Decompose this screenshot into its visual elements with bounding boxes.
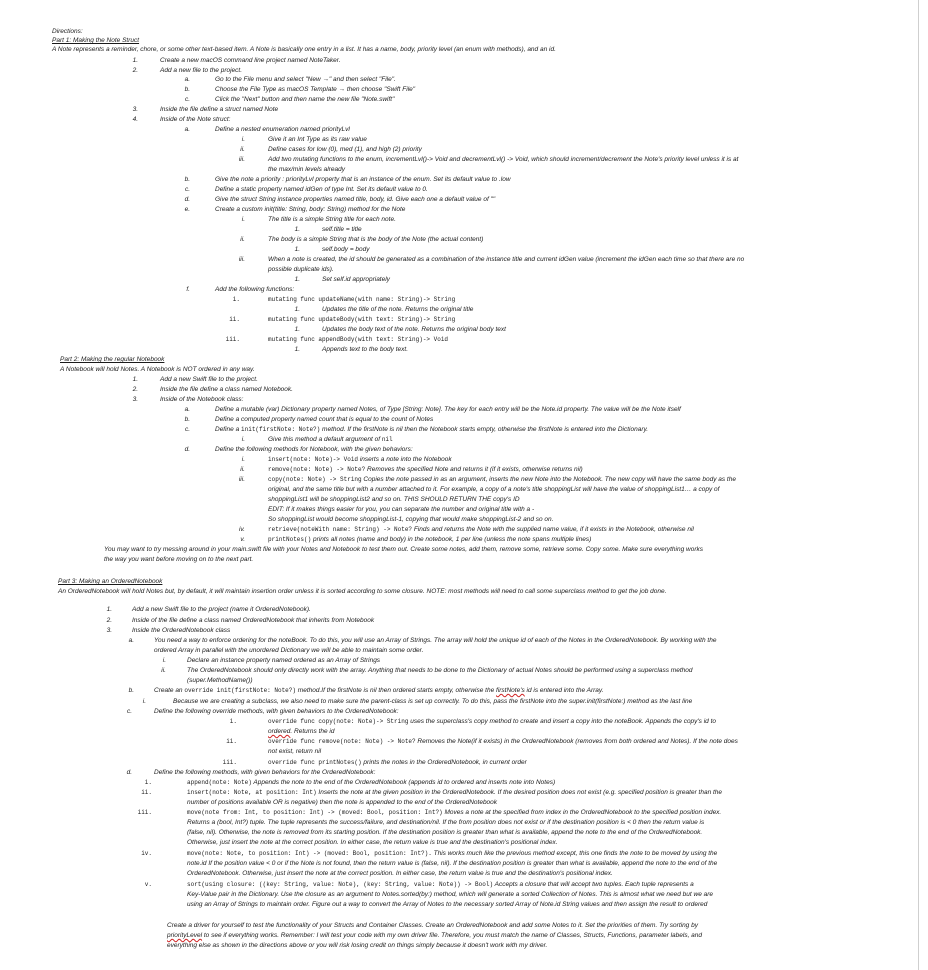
- list-marker: iii.: [222, 759, 237, 766]
- list-marker: iv.: [141, 850, 152, 857]
- paragraph-line: You may want to try messing around in your main.swift file with your Notes and Notebook to test them out. Create some notes, add them, remove some, retrieve some. Copy some. Make sure everything works: [104, 546, 703, 553]
- list-item: copy(note: Note) -> String Copies the note passed in as an argument, inserts the new Note into the Notebook. The new copy will have the same body as the: [268, 476, 736, 483]
- list-marker: iii.: [225, 336, 240, 343]
- list-item: printNotes() prints all notes (name and body) in the notebook, 1 per line (unless the note spans multiple lines): [268, 536, 592, 543]
- list-item: Add a new Swift file to the project (name it OrderedNotebook).: [132, 606, 311, 613]
- list-marker: 1.: [294, 226, 300, 233]
- list-item-continued: note.id If the position value < 0 or if the Note is not found, then the return value is (false, nil). If the destination position is greater than what is available, append the note to the end of the: [187, 860, 718, 867]
- list-item-continued: number of positions available OR is negative) then the note is appended to the end of the OrderedNotebook: [187, 799, 498, 806]
- list-item: Click the "Next" button and then name the new file "Note.swift": [215, 96, 395, 103]
- list-item: Give the struct String instance properties named title, body, id. Give each one a default value of "": [215, 196, 496, 203]
- list-marker: a.: [184, 126, 190, 133]
- list-marker: 1.: [294, 306, 300, 313]
- list-item: The title is a simple String title for each note.: [268, 216, 396, 223]
- list-item: Give it an Int Type as its raw value: [268, 136, 367, 143]
- list-item-continued: EDIT: If it makes things easier for you, you can separate the number and original title with a -: [268, 506, 535, 513]
- list-item-continued: possible duplicate ids).: [268, 266, 334, 273]
- list-marker: c.: [184, 186, 190, 193]
- list-marker: 1.: [132, 57, 138, 64]
- list-marker: b.: [184, 86, 190, 93]
- list-item: Inside of the Note struct:: [160, 116, 231, 123]
- list-marker: 3.: [132, 396, 138, 403]
- list-marker: i.: [162, 657, 166, 664]
- list-marker: a.: [184, 76, 190, 83]
- list-marker: 3.: [132, 106, 138, 113]
- list-marker: ii.: [229, 316, 240, 323]
- list-marker: iv.: [238, 526, 245, 533]
- part1-intro: A Note represents a reminder, chore, or some other text-based item. A Note is basically one entry in a list. It has a name, body, priority level (an enum with methods), and an id.: [52, 46, 556, 53]
- list-marker: b.: [128, 687, 134, 694]
- list-marker: v.: [240, 536, 245, 543]
- list-item: Define the following override methods, with given behaviors to the OrderedNotebook:: [154, 708, 399, 715]
- list-marker: f.: [186, 286, 190, 293]
- list-marker: v.: [144, 881, 152, 888]
- list-item: move(note from: Int, to position: Int) -> (moved: Bool, position: Int?) Moves a note at the specified from index in the OrderedNotebook to the specified position index.: [187, 809, 722, 816]
- list-item: override func remove(note: Note) -> Note? Removes the Note(if it exists) in the OrderedNotebook (removes from both ordered and Notes). If the note does: [268, 738, 738, 745]
- list-marker: ii.: [161, 667, 166, 674]
- list-marker: i.: [241, 136, 245, 143]
- list-marker: c.: [184, 426, 190, 433]
- list-item-continued: Returns a (bool, Int?) tuple. The tuple represents the success/failure, and destination/nil. If the from position does not exist or if the destination position is < 0 then the return value is: [187, 819, 705, 826]
- list-marker: ii.: [240, 466, 245, 473]
- list-marker: e.: [184, 206, 190, 213]
- list-marker: i.: [232, 296, 240, 303]
- list-marker: i.: [144, 779, 152, 786]
- list-item-continued: So shoppingList would become shoppingList-1, copying that would make shoppingList-2 and so on.: [268, 516, 554, 523]
- list-item: Updates the title of the note. Returns the original title: [322, 306, 474, 313]
- list-item: remove(note: Note) -> Note? Removes the specified Note and returns it (if it exists, otherwise returns nil): [268, 466, 583, 473]
- list-item: Define the following methods, with given behaviors for the OrderedNotebook:: [154, 769, 376, 776]
- part1-heading: Part 1: Making the Note Struct: [52, 37, 140, 44]
- list-item: The OrderedNotebook should only directly work with the array. Anything that needs to be done to the Dictionary of actual Notes should be performed using a superclass method: [187, 667, 693, 674]
- list-item-continued: (super.MethodName()): [187, 677, 253, 684]
- list-item: Go to the File menu and select "New →" and then select "File".: [215, 76, 396, 83]
- list-item-continued: shoppingList1 will be shoppingList2 and so on. THIS SHOULD RETURN THE copy's ID: [268, 496, 520, 503]
- part2-heading: Part 2: Making the regular Notebook: [60, 356, 165, 363]
- list-item: Give the note a priority : priorityLvl property that is an instance of the enum. Set its default value to .low: [215, 176, 511, 183]
- closing-paragraph-line: Create a driver for yourself to test the functionality of your Structs and Container Classes. Create an OrderedNotebook and add some Notes to it. Set the priorities of them. Try sorting by: [167, 922, 698, 929]
- list-item: The body is a simple String that is the body of the Note (the actual content): [268, 236, 484, 243]
- list-marker: d.: [184, 196, 190, 203]
- list-marker: ii.: [226, 738, 237, 745]
- list-marker: 1.: [294, 246, 300, 253]
- list-marker: 3.: [106, 627, 112, 634]
- list-marker: ii.: [141, 789, 152, 796]
- list-marker: d.: [126, 769, 132, 776]
- list-marker: c.: [126, 708, 132, 715]
- part3-intro: An OrderedNotebook will hold Notes but, by default, it will maintain insertion order unless it is sorted according to some closure. NOTE: most methods will need to call some superclass method to get the job done.: [58, 588, 667, 595]
- list-item: override func copy(note: Note)-> String uses the superclass's copy method to create and insert a copy into the noteBook. Appends the copy's id to: [268, 718, 717, 725]
- closing-paragraph-line: priorityLevel to see if everything works. Remember: I will test your code with my own driver file. Therefore, you must match the name of Classes, Structs, Functions, parameter labels, and: [167, 932, 703, 939]
- list-item: Define a nested enumeration named priorityLvl: [215, 126, 350, 133]
- list-marker: 2.: [106, 617, 112, 624]
- list-marker: b.: [184, 176, 190, 183]
- part3-heading: Part 3: Making an OrderedNotebook: [58, 578, 163, 585]
- list-item-continued: OrderedNotebook. Otherwise, just insert the note at the correct position. In either case, the return value is true and the destination's positional index.: [187, 870, 613, 877]
- list-item: insert(note: Note, at position: Int) Inserts the note at the given position in the OrderedNotebook. If the desired position does not exist (e.g. specified position is greater than the: [187, 789, 723, 796]
- list-marker: iii.: [238, 256, 245, 263]
- list-marker: 1.: [294, 326, 300, 333]
- list-item: override func printNotes() prints the notes in the OrderedNotebook, in current order: [268, 759, 527, 766]
- closing-paragraph-line: everything else as shown in the directions above or you will risk losing credit on things simply because it doesn't work with my driver.: [167, 942, 548, 949]
- list-marker: i.: [241, 456, 245, 463]
- list-marker: 1.: [294, 276, 300, 283]
- list-marker: i.: [142, 698, 146, 705]
- list-item: Add a new file to the project.: [160, 67, 243, 74]
- list-item: Give this method a default argument of nil: [268, 436, 393, 443]
- list-marker: a.: [184, 406, 190, 413]
- list-marker: ii.: [240, 146, 245, 153]
- list-marker: 1.: [132, 376, 138, 383]
- list-item-continued: Key-Value pair in the Dictionary. Use the closure as an argument to Notes.sorted(by:) method, which will generate a sorted Collection of Notes. This is almost what we need but we are: [187, 891, 714, 898]
- page-edge-divider: [918, 0, 919, 970]
- list-marker: d.: [184, 446, 190, 453]
- list-marker: i.: [229, 718, 237, 725]
- list-item: move(note: Note, to position: Int) -> (moved: Bool, position: Int?). This works much like the previous method except, this one finds the note to be moved by using the: [187, 850, 718, 857]
- list-marker: c.: [184, 96, 190, 103]
- list-item: Choose the File Type as macOS Template → then choose "Swift File": [215, 86, 416, 93]
- list-item-continued: ordered. Returns the id: [268, 728, 335, 735]
- list-marker: 4.: [132, 116, 138, 123]
- list-item-continued: original, and the same title but with a number attached to it. For example, a copy of a note's title shoppingList will have the value of shoppingList1… a copy of: [268, 486, 720, 493]
- list-item: retrieve(noteWith name: String) -> Note? Finds and returns the Note with the supplied name value, if it exists in the Notebook, otherwise nil: [268, 526, 694, 533]
- list-item: Create an override init(firstNote: Note?) method.If the firstNote is nil then ordered starts empty, otherwise the firstNote's id is entered into the Array.: [154, 687, 604, 694]
- paragraph-line: the way you want before moving on to the next part.: [104, 556, 254, 563]
- list-item: Add two mutating functions to the enum, incrementLvl()-> Void and decrementLvl() -> Void, which should increment/decrement the Note's priority level unless it is at: [268, 156, 739, 163]
- list-item: Inside the OrderedNotebook class: [132, 627, 231, 634]
- part2-intro: A Notebook will hold Notes. A Notebook is NOT ordered in any way.: [60, 366, 255, 373]
- code-signature: mutating func updateName(with name: String)-> String: [268, 296, 456, 303]
- list-marker: i.: [241, 436, 245, 443]
- list-marker: iii.: [137, 809, 152, 816]
- list-marker: i.: [241, 216, 245, 223]
- list-item: Define the following methods for Notebook, with the given behaviors:: [215, 446, 413, 453]
- code-signature: mutating func appendBody(with text: String)-> Void: [268, 336, 449, 343]
- list-item: Inside of the file define a class named OrderedNotebook that inherits from Notebook: [132, 617, 375, 624]
- list-item: append(note: Note) Appends the note to the end of the OrderedNotebook (appends id to ordered and inserts note into Notes): [187, 779, 556, 786]
- code-signature: mutating func updateBody(with text: String)-> String: [268, 316, 456, 323]
- list-item: Define a computed property named count that is equal to the count of Notes: [215, 416, 434, 423]
- list-marker: 2.: [132, 67, 138, 74]
- list-item-continued: (false, nil). Otherwise, the note is removed from its starting position. If the destination position is greater than what is available, append the note to the end of the OrderedNotebook.: [187, 829, 703, 836]
- list-item: Inside of the Notebook class:: [160, 396, 244, 403]
- directions-label: Directions:: [52, 28, 83, 35]
- list-item: Create a custom init(title: String, body: String) method for the Note: [215, 206, 406, 213]
- list-item: Define a init(firstNote: Note?) method. If the firstNote is nil then the Notebook starts empty, otherwise the firstNote is entered into the Dictionary.: [215, 426, 649, 433]
- list-item: Because we are creating a subclass, we also need to make sure the parent-class is set up correctly. To do this, pass the firstNote into the super.init(firstNote:) method as the last line: [173, 698, 693, 705]
- list-item: Inside the file define a struct named Note: [160, 106, 279, 113]
- list-item: Add a new Swift file to the project.: [160, 376, 258, 383]
- list-item-continued: the max/min levels already: [268, 166, 345, 173]
- list-item: sort(using closure: ((key: String, value: Note), (key: String, value: Note)) -> Bool) Accepts a closure that will accept two tuples. Each tuple represents a: [187, 881, 694, 888]
- list-item: Define cases for low (0), med (1), and high (2) priority: [268, 146, 422, 153]
- list-item: You need a way to enforce ordering for the noteBook. To do this, you will use an Array of Strings. The array will hold the unique id of each of the Notes in the OrderedNotebook. By working with the: [154, 637, 717, 644]
- list-item: Define a mutable (var) Dictionary property named Notes, of Type [String: Note]. The key for each entry will be the Note.id property. The value will be the Note itself: [215, 406, 681, 413]
- list-item: Set self.id appropriately: [322, 276, 390, 283]
- list-item: Define a static property named idGen of type Int. Set its default value to 0.: [215, 186, 428, 193]
- list-item-continued: not exist, return nil: [268, 748, 322, 755]
- list-item: Updates the body text of the note. Returns the original body text: [322, 326, 506, 333]
- list-marker: ii.: [240, 236, 245, 243]
- list-marker: iii.: [238, 156, 245, 163]
- list-marker: 1.: [294, 346, 300, 353]
- list-marker: a.: [128, 637, 134, 644]
- list-item-continued: Otherwise, just insert the note at the correct position. In either case, the return value is true and the destination's positional index.: [187, 839, 558, 846]
- list-item-continued: ordered Array in parallel with the unordered Dictionary we will be able to maintain some order.: [154, 647, 424, 654]
- list-item: Create a new macOS command line project named NoteTaker.: [160, 57, 341, 64]
- list-item-continued: using an Array of Strings to maintain order. Figure out a way to convert the Array of Notes to the necessary sorted Array of Note.id String values and then assign the result to ordered: [187, 901, 708, 908]
- list-marker: 1.: [106, 606, 112, 613]
- list-item: self.body = body: [322, 246, 370, 253]
- list-marker: 2.: [132, 386, 138, 393]
- list-item: When a note is created, the id should be generated as a combination of the instance title and current idGen value (increment the idGen each time so that there are no: [268, 256, 745, 263]
- list-item: Declare an instance property named ordered as an Array of Strings: [187, 657, 381, 664]
- list-item: self.title = title: [322, 226, 362, 233]
- list-item: insert(note: Note)-> Void inserts a note into the Notebook: [268, 456, 452, 463]
- list-marker: iii.: [238, 476, 245, 483]
- list-marker: b.: [184, 416, 190, 423]
- list-item: Add the following functions:: [215, 286, 295, 293]
- list-item: Appends text to the body text.: [322, 346, 409, 353]
- list-item: Inside the file define a class named Notebook.: [160, 386, 293, 393]
